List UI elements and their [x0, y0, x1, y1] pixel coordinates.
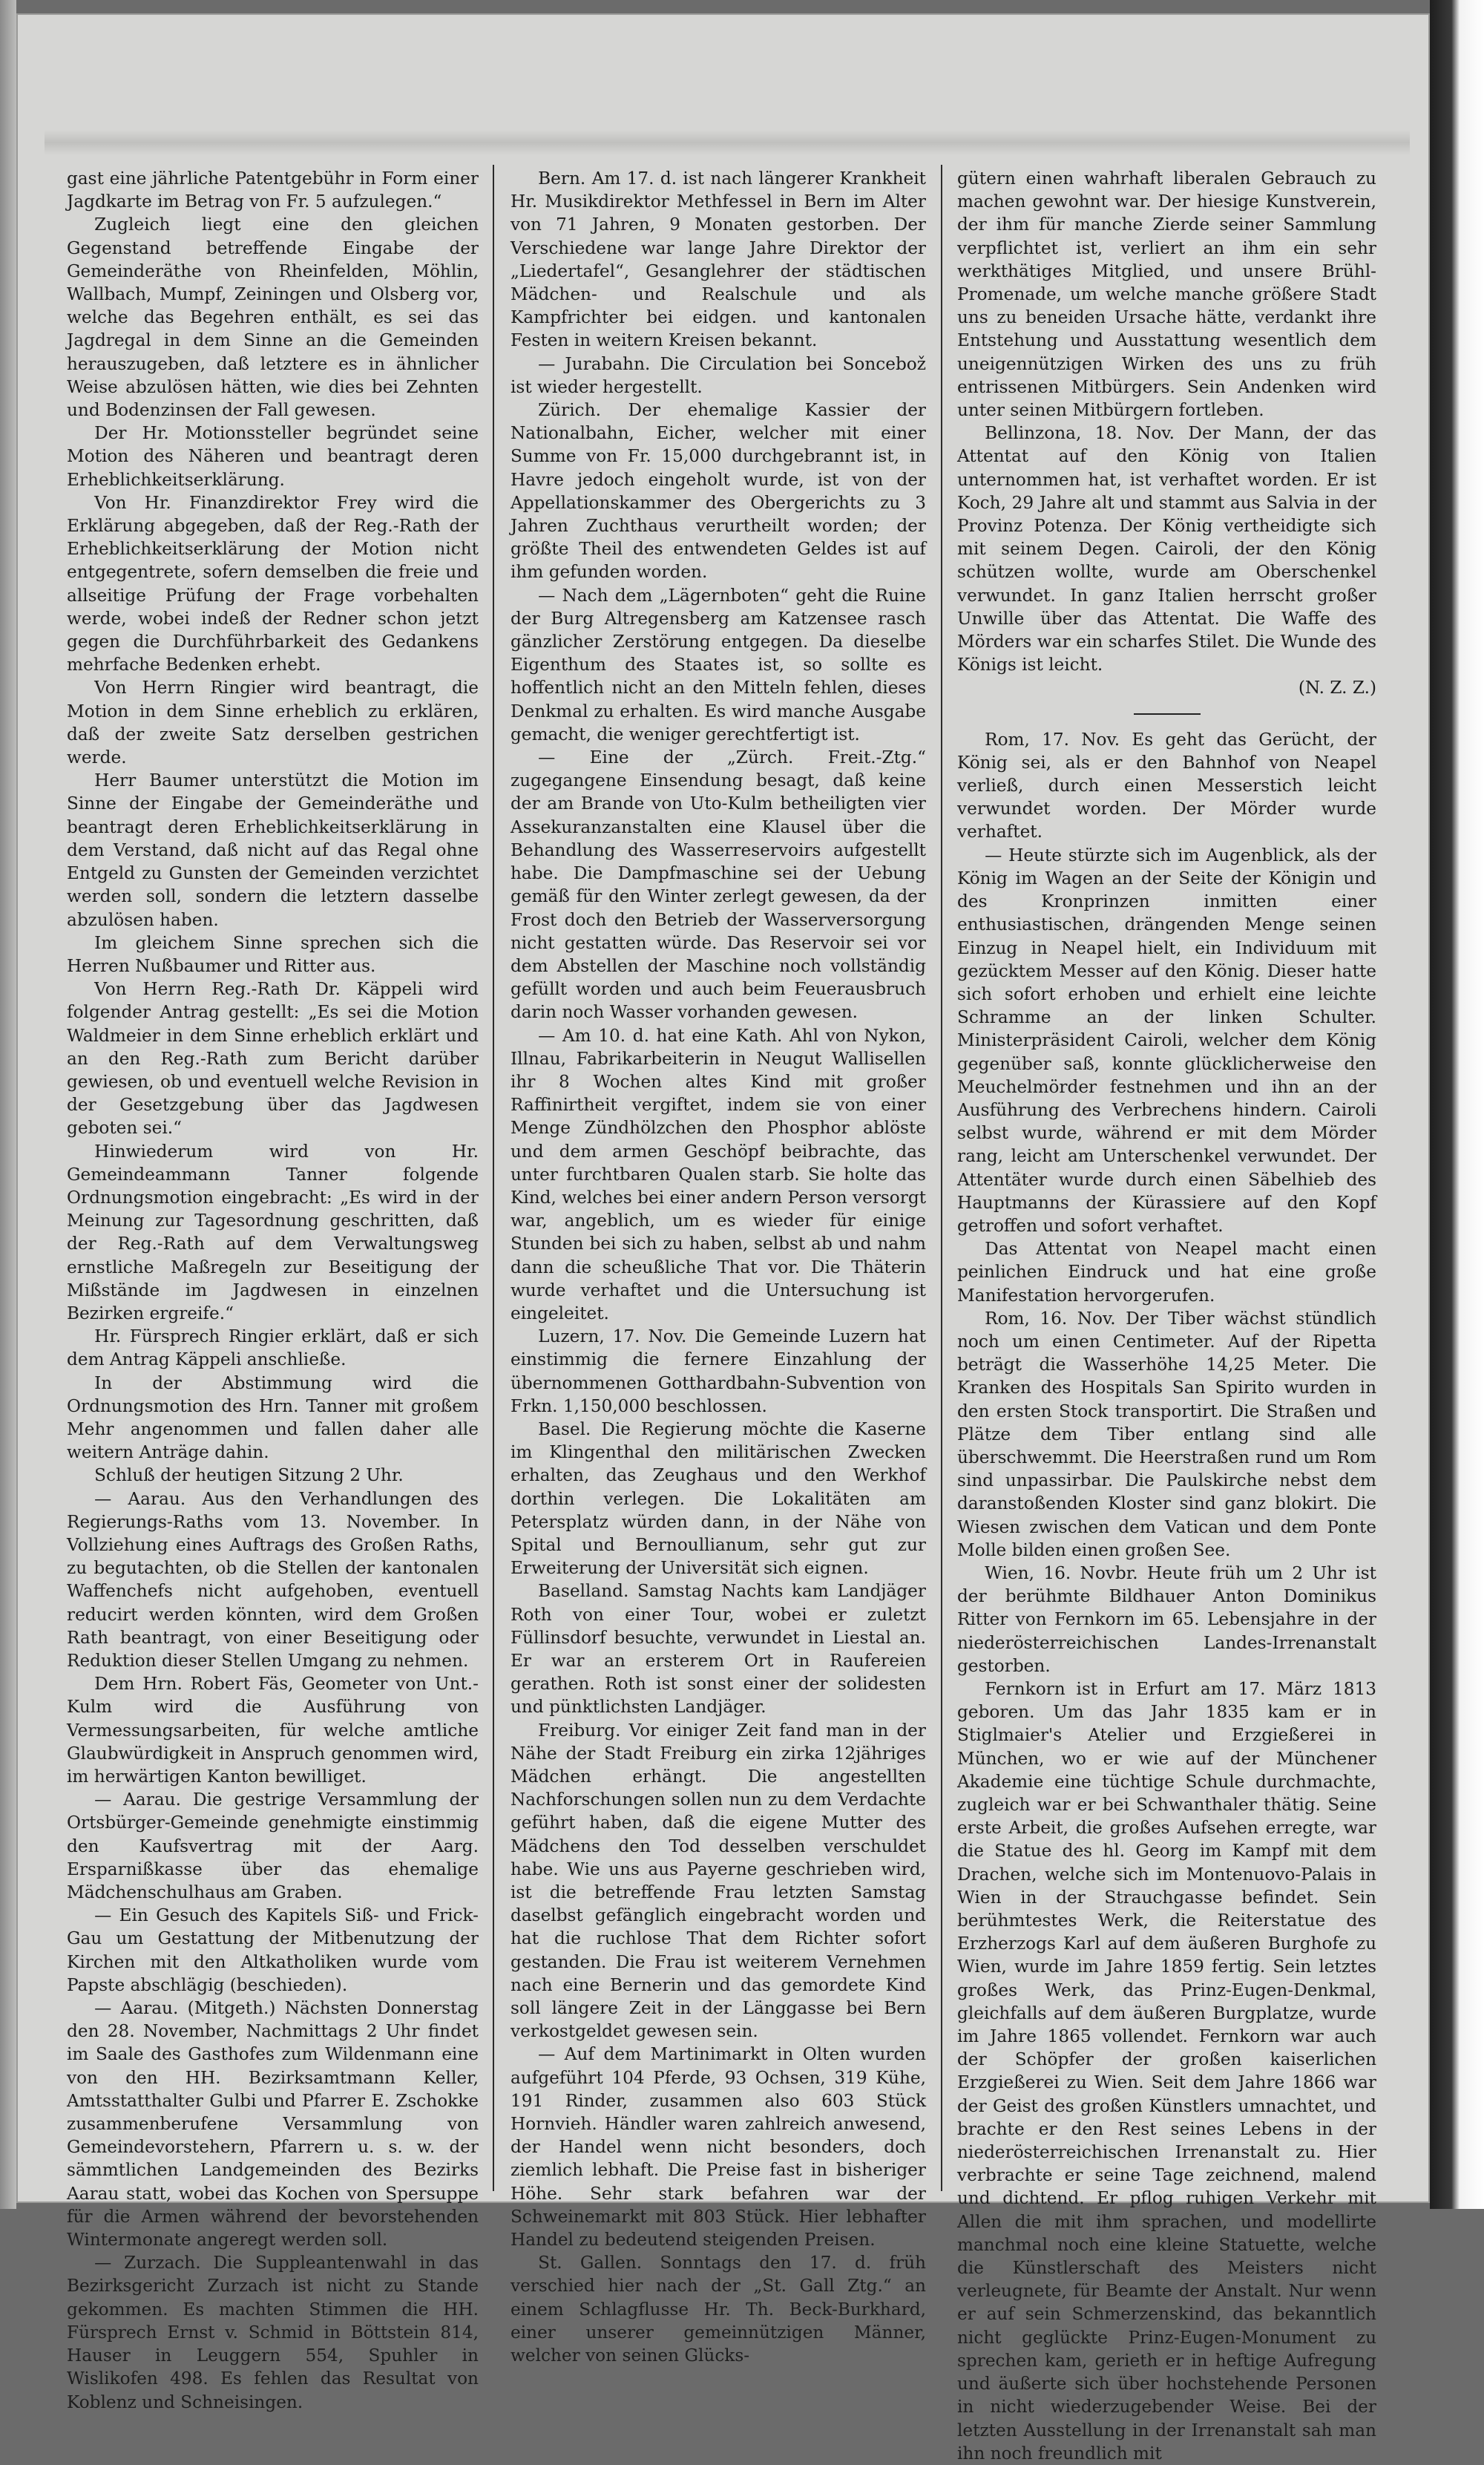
page-left-edge: [0, 0, 16, 2209]
paragraph: Von Herrn Ringier wird beantragt, die Motion in dem Sinne erheblich zu erklären, daß der zweite Satz derselben gestrichen werde.: [67, 678, 479, 768]
paragraph: Der Hr. Motionssteller begründet seine Motion des Näheren und beantragt deren Erheblichkeitserklärung.: [67, 423, 479, 490]
paragraph: Basel. Die Regierung möchte die Kaserne im Klingenthal den militärischen Zwecken erhalten, das Zeughaus und den Werkhof dorthin verlegen. Die Lokalitäten am Petersplatz würden dann, in der Nähe von Spital und Bernoullianum, sehr gut zur Erweiterung der Universität sich eignen.: [510, 1418, 926, 1579]
paragraph: Schluß der heutigen Sitzung 2 Uhr.: [94, 1465, 404, 1486]
column-rule-1: [493, 165, 494, 2191]
paragraph: Zugleich liegt eine den gleichen Gegenstand betreffende Eingabe der Gemeinderäthe von Rheinfelden, Möhlin, Wallbach, Mumpf, Zeiningen und Olsberg vor, welche das Begehren enthält, es sei das Jagdregal in dem Sinne an die Gemeinden herauszugeben, daß letztere es in ähnlicher Weise abzulösen hätten, wie dies bei Zehnten und Bodenzinsen der Fall gewesen.: [67, 215, 479, 421]
paragraph: Bellinzona, 18. Nov. Der Mann, der das Attentat auf den König von Italien unternommen hat, ist verhaftet worden. Er ist Koch, 29 Jahre alt und stammt aus Salvia in der Provinz Potenza. Der König vertheidigte sich mit seinem Degen. Cairoli, der den König schützen wollte, wurde am Oberschenkel verwundet. In ganz Italien herrscht großer Unwille über das Attentat. Die Waffe des Mörders war ein scharfes Stilet. Die Wunde des Königs ist leicht.: [957, 423, 1376, 675]
paragraph: Das Attentat von Neapel macht einen peinlichen Eindruck und hat eine große Manifestation hervorgerufen.: [957, 1239, 1376, 1306]
paragraph: Rom, 16. Nov. Der Tiber wächst stündlich noch um einen Centimeter. Auf der Ripetta beträgt die Wasserhöhe 14,25 Meter. Die Kranken des Hospitals San Spirito wurden in den ersten Stock transportirt. Die Straßen und Plätze dem Tiber entlang sind alle überschwemmt. Die Heerstraßen rund um Rom sind unpassirbar. Die Paulskirche nebst dem daranstoßenden Kloster sind ganz blokirt. Die Wiesen zwischen dem Vatican und dem Ponte Molle bilden einen großen See.: [957, 1308, 1376, 1560]
paragraph: Rom, 17. Nov. Es geht das Gerücht, der König sei, als er den Bahnhof von Neapel verließ, durch einen Messerstich leicht verwundet worden. Der Mörder wurde verhaftet.: [957, 729, 1376, 842]
paragraph: Dem Hrn. Robert Fäs, Geometer von Unt.-Kulm wird die Ausführung von Vermessungsarbeiten, für welche amtliche Glaubwürdigkeit in Anspruch genommen wird, im herwärtigen Kanton bewilliget.: [67, 1674, 479, 1787]
paragraph: — Eine der „Zürch. Freit.-Ztg.“ zugegangene Einsendung besagt, daß keine der am Brande von Uto-Kulm betheiligten vier Assekuranzanstalten eine Klausel über die Behandlung des Wasserreservoirs aufgestellt habe. Die Dampfmaschine sei der Uebung gemäß für den Winter zerlegt gewesen, da der Frost doch den Betrieb der Wasserversorgung nicht gestatten würde. Das Reservoir sei vor dem Abstellen der Maschine noch vollständig gefüllt worden und auch beim Feuerausbruch darin noch Wasser vorhanden gewesen.: [510, 747, 926, 1023]
paragraph: — Jurabahn. Die Circulation bei Soncebož ist wieder hergestellt.: [510, 353, 926, 397]
paragraph: Hr. Fürsprech Ringier erklärt, daß er sich dem Antrag Käppeli anschließe.: [67, 1326, 479, 1370]
paragraph: — Aarau. (Mitgeth.) Nächsten Donnerstag den 28. November, Nachmittags 2 Uhr findet im Saale des Gasthofes zum Wildenmann eine von den HH. Bezirksamtmann Keller, Amtsstatthalter Gulbi und Pfarrer E. Zschokke zusammenberufene Versammlung von Gemeindevorstehern, Pfarrern u. s. w. der sämmtlichen Landgemeinden des Bezirks Aarau statt, wobei das Kochen von Spersuppe für die Armen während der bevorstehenden Wintermonate angeregt werden soll.: [67, 1998, 479, 2250]
paragraph: Freiburg. Vor einiger Zeit fand man in der Nähe der Stadt Freiburg ein zirka 12jähriges Mädchen erhängt. Die angestellten Nachforschungen sollen nun zu dem Verdachte geführt haben, daß die eigene Mutter des Mädchens den Tod desselben verschuldet habe. Wie uns aus Payerne geschrieben wird, ist die betreffende Frau letzten Samstag daselbst gefänglich eingebracht worden und hat die ruchlose That dem Richter sofort gestanden. Die Frau ist weiterem Vernehmen nach eine Bernerin und das gemordete Kind soll längere Zeit in der Länggasse bei Bern verkostgeldet gewesen sein.: [510, 1720, 926, 2042]
paragraph: — Heute stürzte sich im Augenblick, als der König im Wagen an der Seite der Königin und des Kronprinzen inmitten einer enthusiastischen, drängenden Menge seinen Einzug in Neapel hielt, ein Individuum mit gezücktem Messer auf den König. Dieser hatte sich sofort erhoben und erhielt eine leichte Schramme an der linken Schulter. Ministerpräsident Cairoli, welcher dem König gegenüber saß, konnte glücklicherweise den Meuchelmörder festnehmen und ihn an der Ausführung des Verbrechens hindern. Cairoli selbst wurde, während er mit dem Mörder rang, leicht am Unterschenkel verwundet. Der Attentäter wurde durch einen Säbelhieb des Hauptmanns der Kürassiere auf den Kopf getroffen und sofort verhaftet.: [957, 845, 1376, 1236]
paragraph: Fernkorn ist in Erfurt am 17. März 1813 geboren. Um das Jahr 1835 kam er in Stiglmaier's Atelier und Erzgießerei in München, wo er wie auf der Münchener Akademie eine tüchtige Schule durchmachte, zugleich war er bei Schwanthaler thätig. Seine erste Arbeit, die großes Aufsehen erregte, war die Statue des hl. Georg im Kampf mit dem Drachen, welche sich im Montenuovo-Palais in Wien in der Strauchgasse befindet. Sein berühmtestes Werk, die Reiterstatue des Erzherzogs Karl auf dem äußeren Burghofe zu Wien, wurde im Jahre 1859 fertig. Sein letztes großes Werk, das Prinz-Eugen-Denkmal, gleichfalls auf dem äußeren Burgplatze, wurde im Jahre 1865 vollendet. Fernkorn war auch der Schöpfer der großen kaiserlichen Erzgießerei zu Wien. Seit dem Jahre 1866 war der Geist des großen Künstlers umnachtet, und brachte er den Rest seines Lebens in der niederösterreichischen Irrenanstalt zu. Hier verbrachte er seine Tage zeichnend, malend und dichtend. Er pflog ruhigen Verkehr mit Allen die mit ihm sprachen, und modellirte manchmal noch eine kleine Statuette, welche die Künstlerschaft des Meisters nicht verleugnete, für Beamte der Anstalt. Nur wenn er auf sein Schmerzenskind, das bekanntlich nicht geglückte Prinz-Eugen-Monument zu sprechen kam, gerieth er in heftige Aufregung und äußerte sich über hochstehende Personen in nicht wiederzugebender Weise. Bei der letzten Ausstellung in der Irrenanstalt sah man ihn noch freundlich mit: [957, 1679, 1376, 2464]
paragraph: St. Gallen. Sonntags den 17. d. früh verschied hier nach der „St. Gall Ztg.“ an einem Schlagflusse Hr. Th. Beck-Burkhard, einer unserer gemeinnützigen Männer, welcher von seinen Glücks-: [510, 2253, 926, 2366]
paragraph: Luzern, 17. Nov. Die Gemeinde Luzern hat einstimmig die fernere Einzahlung der übernommenen Gotthardbahn-Subvention von Frkn. 1,150,000 beschlossen.: [510, 1326, 926, 1416]
paragraph: Im gleichem Sinne sprechen sich die Herren Nußbaumer und Ritter aus.: [67, 932, 479, 976]
paragraph: — Aarau. Die gestrige Versammlung der Ortsbürger-Gemeinde genehmigte einstimmig den Kaufsvertrag mit der Aarg. Ersparnißkasse über das ehemalige Mädchenschulhaus am Graben.: [67, 1790, 479, 1903]
source-signature: (N. Z. Z.): [1298, 678, 1376, 698]
paragraph: gast eine jährliche Patentgebühr in Form einer Jagdkarte im Betrag von Fr. 5 aufzulegen.“: [67, 168, 479, 212]
paragraph: Bern. Am 17. d. ist nach längerer Krankheit Hr. Musikdirektor Methfessel in Bern im Alter von 71 Jahren, 9 Monaten gestorben. Der Verschiedene war lange Jahre Direktor der „Liedertafel“, Gesanglehrer der städtischen Mädchen- und Realschule und als Kampfrichter bei eidgen. und kantonalen Festen in weitern Kreisen bekannt.: [510, 168, 926, 351]
paragraph: — Zurzach. Die Suppleantenwahl in das Bezirksgericht Zurzach ist nicht zu Stande gekommen. Es machten Stimmen die HH. Fürsprech Ernst v. Schmid in Böttstein 814, Hauser in Leuggern 554, Spuhler in Wislikofen 498. Es fehlen das Resultat von Koblenz und Schneisingen.: [67, 2253, 479, 2412]
column-3: [957, 167, 1376, 2464]
paragraph: — Nach dem „Lägernboten“ geht die Ruine der Burg Altregensberg am Katzensee rasch gänzlicher Zerstörung entgegen. Da dieselbe Eigenthum des Staates ist, so sollte es hoffentlich nicht an den Mitteln fehlen, dieses Denkmal zu erhalten. Es wird manche Ausgabe gemacht, die weniger gerechtfertigt ist.: [510, 585, 926, 744]
bleed-through-header: [45, 130, 1410, 155]
paragraph: — Ein Gesuch des Kapitels Siß- und Frick-Gau um Gestattung der Mitbenutzung der Kirchen mit den Altkatholiken wurde vom Papste abschlägig (beschieden).: [67, 1905, 479, 1995]
paragraph: Von Hr. Finanzdirektor Frey wird die Erklärung abgegeben, daß der Reg.-Rath der Erheblichkeitserklärung der Motion nicht entgegentrete, sofern demselben die freie und allseitige Prüfung der Frage vorbehalten werde, wobei indeß der Redner schon jetzt gegen die Durchführbarkeit des Gedankens mehrfache Bedenken erhebt.: [67, 492, 479, 675]
paragraph: Baselland. Samstag Nachts kam Landjäger Roth von einer Tour, wobei er zuletzt Füllinsdorf besuchte, verwundet in Liestal an. Er war an ersterem Ort in Raufereien gerathen. Roth ist sonst einer der solidesten und pünktlichsten Landjäger.: [510, 1581, 926, 1718]
paragraph: Von Herrn Reg.-Rath Dr. Käppeli wird folgender Antrag gestellt: „Es sei die Motion Waldmeier in dem Sinne erheblich erklärt und an den Reg.-Rath zum Bericht darüber gewiesen, ob und eventuell welche Revision in der Gesetzgebung über das Jagdwesen geboten sei.“: [67, 979, 479, 1139]
column-rule-2: [941, 165, 942, 2191]
paragraph: — Aarau. Aus den Verhandlungen des Regierungs-Raths vom 13. November. In Vollziehung eines Auftrags des Großen Raths, zu begutachten, ob die Stellen der kantonalen Waffenchefs nicht aufgehoben, eventuell reducirt werden könnten, wird dem Großen Rath beantragt, von einer Beseitigung oder Reduktion dieser Stellen Umgang zu nehmen.: [67, 1488, 479, 1671]
paragraph: Zürich. Der ehemalige Kassier der Nationalbahn, Eicher, welcher mit einer Summe von Fr. 15,000 durchgebrannt ist, in Havre jedoch eingeholt wurde, ist von der Appellationskammer des Obergerichts zu 3 Jahren Zuchthaus verurtheilt worden; der größte Theil des entwendeten Geldes ist auf ihm gefunden worden.: [510, 400, 926, 583]
paragraph: — Auf dem Martinimarkt in Olten wurden aufgeführt 104 Pferde, 93 Ochsen, 319 Kühe, 191 Rinder, zusammen also 603 Stück Hornvieh. Händler waren zahlreich anwesend, der Handel wenn nicht besonders, doch ziemlich lebhaft. Die Preise fast in bisheriger Höhe. Sehr stark befahren war der Schweinemarkt mit 803 Stück. Hier lebhafter Handel zu bedeutend steigenden Preisen.: [510, 2044, 926, 2250]
paragraph: — Am 10. d. hat eine Kath. Ahl von Nykon, Illnau, Fabrikarbeiterin in Neugut Wallisellen ihr 8 Wochen altes Kind mit großer Raffinirtheit vergiftet, indem sie von einer Menge Zündhölzchen den Phosphor ablöste und dem armen Geschöpf beibrachte, das unter furchtbaren Qualen starb. Sie holte das Kind, welches bei einer andern Person versorgt war, angeblich, um es wieder für einige Stunden bei sich zu haben, selbst ab und nahm dann die scheußliche That vor. Die Thäterin wurde verhaftet und die Untersuchung ist eingeleitet.: [510, 1025, 927, 1323]
column-1: [67, 167, 479, 2412]
paragraph: Hinwiederum wird von Hr. Gemeindeammann Tanner folgende Ordnungsmotion eingebracht: „Es wird in der Meinung zur Tagesordnung geschritten, daß der Reg.-Rath auf dem Verwaltungsweg ernstliche Maßregeln zur Beseitigung der Mißstände im Jagdwesen in einzelnen Bezirken ergreife.“: [67, 1141, 479, 1323]
paragraph: Herr Baumer unterstützt die Motion im Sinne der Eingabe der Gemeinderäthe und beantragt deren Erheblichkeitserklärung in dem Verstand, daß nicht auf das Regal ohne Entgeld zu Gunsten der Gemeinden verzichtet werden soll, sondern die letztern dasselbe abzulösen haben.: [67, 770, 479, 930]
column-2: [510, 167, 927, 2366]
section-divider: [1134, 713, 1201, 715]
paragraph: gütern einen wahrhaft liberalen Gebrauch zu machen gewohnt war. Der hiesige Kunstverein, der ihm für manche Zierde seiner Sammlung verpflichtet ist, verliert an ihm ein sehr werkthätiges Mitglied, und unsere Brühl-Promenade, um welche manche größere Stadt uns zu beneiden Ursache hätte, verdankt ihre Entstehung und Ausstattung wesentlich dem uneigennützigen Wirken des uns zu früh entrissenen Mitbürgers. Sein Andenken wird unter seinen Mitbürgern fortleben.: [957, 168, 1376, 421]
paragraph: Wien, 16. Novbr. Heute früh um 2 Uhr ist der berühmte Bildhauer Anton Dominikus Ritter von Fernkorn im 65. Lebensjahre in der niederösterreichischen Landes-Irrenanstalt gestorben.: [957, 1562, 1376, 1676]
paragraph: In der Abstimmung wird die Ordnungsmotion des Hrn. Tanner mit großem Mehr angenommen und fallen daher alle weitern Anträge dahin.: [67, 1372, 479, 1463]
page-right-edge: [1430, 0, 1484, 2209]
